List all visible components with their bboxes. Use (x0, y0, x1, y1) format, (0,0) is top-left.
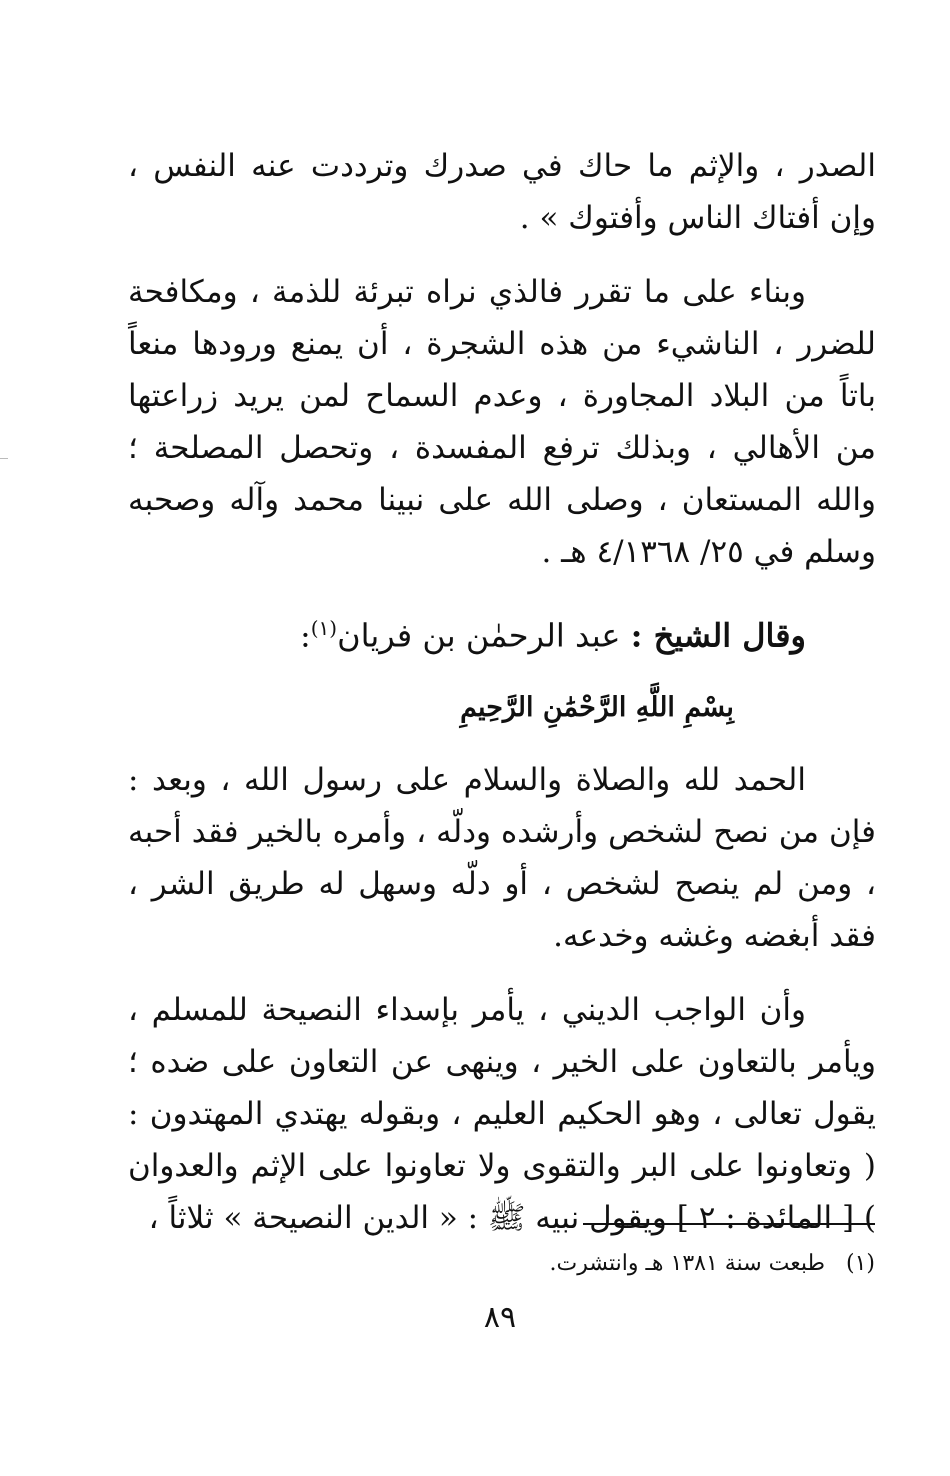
heading-colon: : (299, 616, 311, 655)
footnote (400, 1245, 875, 1283)
paragraph-hadith-end: الصدر ، والإثم ما حاك في صدرك وترددت عنه النفس ، وإن أفتاك الناس وأفتوك » . (128, 148, 876, 236)
footnote-ref: (١) (310, 616, 338, 640)
heading-label: وقال الشيخ : (630, 616, 806, 655)
page-number: ٨٩ (483, 1300, 517, 1335)
paragraph-praise: الحمد لله والصلاة والسلام على رسول الله ، وبعد : فإن من نصح لشخص وأرشده ودلّه ، وأمره بالخير فقد أحبه ، ومن لم ينصح لشخص ، أو دلّه وسهل له طريق الشر ، فقد أبغضه وغشه وخدعه. (128, 761, 876, 954)
margin-mark (0, 458, 8, 459)
paragraph-duty: وأن الواجب الديني ، يأمر بإسداء النصيحة للمسلم ، ويأمر بالتعاون على الخير ، وينهى عن التعاون على ضده ؛ يقول تعالى ، وهو الحكيم العليم ، وبقوله يهتدي المهتدون : ( وتعاونوا على البر والتقوى ولا تعاونوا على الإثم والعدوان ) [ المائدة : ٢ ] ويقول نبيه ﷺ : « الدين النصيحة » ثلاثاً ، (128, 991, 876, 1236)
paragraph-ruling: وبناء على ما تقرر فالذي نراه تبرئة للذمة ، ومكافحة للضرر ، الناشيء من هذه الشجرة ، أن يمنع ورودها منعاً باتاً من البلاد المجاورة ، وعدم السماح لمن يريد زراعتها من الأهالي ، وبذلك ترفع المفسدة ، وتحصل المصلحة ؛ والله المستعان ، وصلى الله على نبينا محمد وآله وصحبه وسلم في ٢٥/ ٤/١٣٦٨ هـ . (128, 274, 876, 570)
footnote-text: طبعت سنة ١٣٨١ هـ وانتشرت. (549, 1251, 825, 1276)
page-body (128, 140, 876, 1266)
heading-name: عبد الرحمٰن بن فريان (337, 616, 621, 655)
footnote-divider (583, 1223, 875, 1225)
basmala: بِسْمِ اللَّهِ الرَّحْمَٰنِ الرَّحِيمِ (460, 691, 734, 723)
footnote-number: (١) (845, 1251, 875, 1276)
section-heading (128, 600, 876, 664)
